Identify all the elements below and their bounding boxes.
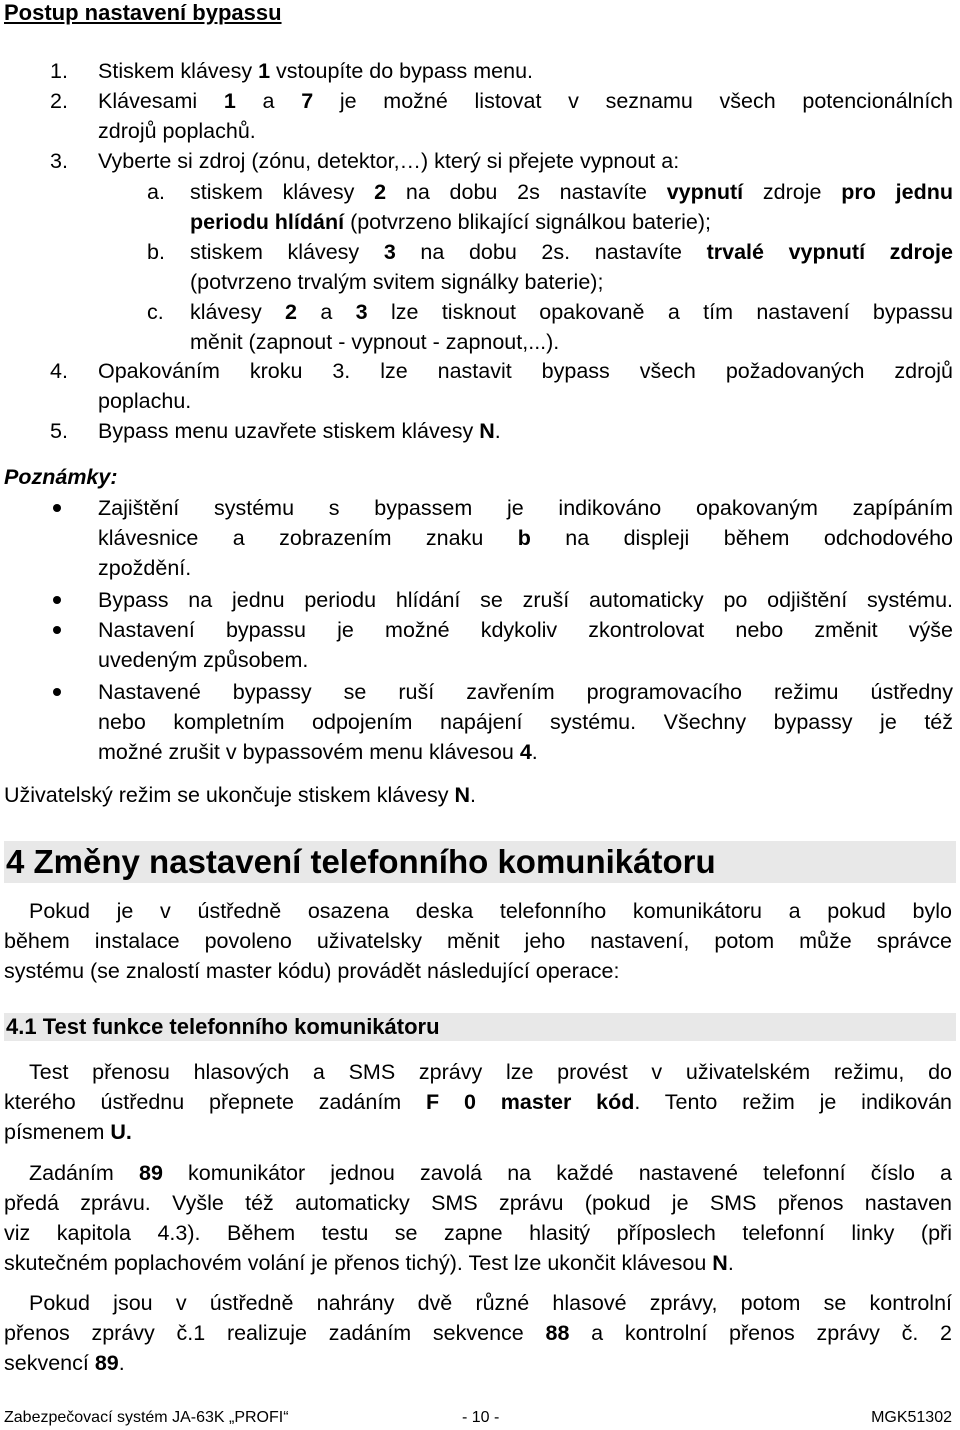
footer-product: Zabezpečovací systém JA-63K „PROFI“	[4, 1409, 289, 1426]
text-run: komunikátor jednou zavolá na každé nastavené telefonní číslo a	[162, 1161, 952, 1185]
subsection-heading: 4.1 Test funkce telefonního komunikátoru	[6, 1014, 440, 1039]
text-run: .	[118, 1351, 125, 1375]
text-run: Bypass na jednu periodu hlídání se zruší automaticky po odjištění systému.	[98, 588, 953, 612]
text-run: Pokud jsou v ústředně nahrány dvě různé hlasové zprávy, potom se kontrolní	[29, 1291, 952, 1315]
step-number: 4.	[50, 359, 68, 383]
paragraph-line	[4, 926, 952, 956]
text-run: stiskem klávesy	[190, 180, 375, 204]
substep-letter: a.	[147, 180, 165, 204]
text-run: a	[297, 300, 356, 324]
text-run: Bypass menu uzavřete stiskem klávesy	[98, 419, 480, 443]
text-run: Test přenosu hlasových a SMS zprávy lze provést v uživatelském režimu, do	[29, 1060, 952, 1084]
bold-text: 88	[545, 1321, 570, 1345]
bullet-icon	[53, 626, 61, 634]
bullet-icon	[53, 596, 61, 604]
note-line	[98, 553, 191, 583]
text-run: Nastavení bypassu je možné kdykoliv zkontrolovat nebo změnit výše	[98, 618, 953, 642]
text-run: je možné listovat v seznamu všech potencionálních	[313, 89, 953, 113]
text-run: .	[727, 1251, 734, 1275]
step-line	[98, 116, 256, 146]
paragraph-line	[4, 1218, 952, 1248]
text-run: kterého ústřednu přepnete zadáním	[4, 1090, 427, 1114]
text-run: měnit (zapnout - vypnout - zapnout,...).	[190, 330, 560, 354]
substep-line	[190, 297, 953, 327]
text-run: systému (se znalostí master kódu) provádět následující operace:	[4, 959, 620, 983]
text-run: stiskem klávesy	[190, 240, 384, 264]
text-run: . Tento režim je indikován	[634, 1090, 953, 1114]
bold-text: 3	[355, 300, 368, 324]
step-number: 1.	[50, 59, 68, 83]
text-run: během instalace povoleno uživatelsky měnit jeho nastavení, potom může správce	[4, 929, 952, 953]
bold-text: pro jednu	[841, 180, 954, 204]
section-heading: 4 Změny nastavení telefonního komunikátoru	[6, 843, 716, 880]
text-run: klávesnice a zobrazením znaku	[98, 526, 518, 550]
footer-page-number: - 10 -	[462, 1409, 500, 1426]
note-line	[98, 737, 538, 767]
paragraph-line	[29, 1288, 952, 1318]
bold-text: vypnutí	[666, 180, 744, 204]
bold-text: N	[479, 419, 495, 443]
note-line	[98, 707, 953, 737]
substep-line	[190, 177, 953, 207]
text-run: Klávesami	[98, 89, 224, 113]
paragraph-line	[4, 956, 619, 986]
bold-text: 2	[374, 180, 387, 204]
text-run: .	[494, 419, 501, 443]
bold-text: F 0 master kód	[426, 1090, 635, 1114]
text-run: (potvrzeno trvalým svitem signálky baterie);	[190, 270, 604, 294]
text-run: .	[531, 740, 538, 764]
text-run: zdrojů poplachů.	[98, 119, 256, 143]
text-run: .	[469, 783, 476, 807]
bullet-icon	[53, 504, 61, 512]
text-run: Uživatelský režim se ukončuje stiskem klávesy	[4, 783, 455, 807]
note-line	[98, 615, 953, 645]
text-run: Pokud je v ústředně osazena deska telefonního komunikátoru a pokud bylo	[29, 899, 952, 923]
text-run: na dobu 2s nastavíte	[386, 180, 667, 204]
text-run: možné zrušit v bypassovém menu klávesou	[98, 740, 520, 764]
text-run: uvedeným způsobem.	[98, 648, 309, 672]
bold-text: 4	[519, 740, 532, 764]
step-line	[98, 356, 953, 386]
step-line	[98, 146, 679, 176]
paragraph-line	[4, 1248, 734, 1278]
bold-text: 1	[223, 89, 236, 113]
paragraph-line	[4, 1087, 952, 1117]
bold-text: 3	[383, 240, 396, 264]
bold-text: b	[517, 526, 531, 550]
step-line	[98, 386, 191, 416]
text-run: a kontrolní přenos zprávy č. 2	[569, 1321, 952, 1345]
substep-line	[190, 207, 711, 237]
bold-text: trvalé vypnutí zdroje	[706, 240, 953, 264]
text-run: nebo kompletním odpojením napájení systému. Všechny bypassy je též	[98, 710, 953, 734]
bold-text: 7	[301, 89, 314, 113]
step-number: 5.	[50, 419, 68, 443]
bold-text: periodu hlídání	[190, 210, 345, 234]
bold-text: N	[712, 1251, 728, 1275]
bullet-icon	[53, 688, 61, 696]
text-run: vstoupíte do bypass menu.	[270, 59, 534, 83]
note-line	[98, 677, 953, 707]
bold-text: 2	[285, 300, 298, 324]
text-run: zdroje	[743, 180, 842, 204]
text-run: Vyberte si zdroj (zónu, detektor,…) který si přejete vypnout a:	[98, 149, 680, 173]
bold-text: 89	[138, 1161, 163, 1185]
paragraph-line	[4, 1188, 952, 1218]
text-run: Zadáním	[29, 1161, 139, 1185]
paragraph-line	[4, 1117, 132, 1147]
text-run: klávesy	[190, 300, 286, 324]
step-line	[98, 416, 501, 446]
text-run: poplachu.	[98, 389, 192, 413]
text-run: sekvencí	[4, 1351, 95, 1375]
bold-text: N	[454, 783, 470, 807]
substep-letter: c.	[147, 300, 164, 324]
substep-letter: b.	[147, 240, 165, 264]
text-run: Zajištění systému s bypassem je indikováno opakovaným zapípáním	[98, 496, 953, 520]
text-run: lze tisknout opakovaně a tím nastavení bypassu	[367, 300, 953, 324]
text-run: (potvrzeno blikající signálkou baterie);	[344, 210, 711, 234]
paragraph-line	[29, 1158, 952, 1188]
bold-text: 1	[258, 59, 271, 83]
note-line	[98, 493, 953, 523]
text-run: Nastavené bypassy se ruší zavřením programovacího režimu ústředny	[98, 680, 953, 704]
text-run: předá zprávu. Vyšle též automaticky SMS zprávu (pokud je SMS přenos nastaven	[4, 1191, 952, 1215]
text-run: Stiskem klávesy	[98, 59, 259, 83]
page-title: Postup nastavení bypassu	[4, 0, 282, 25]
note-line	[98, 585, 953, 615]
step-line	[98, 56, 533, 86]
text-run: na displeji během odchodového	[530, 526, 953, 550]
text-run: na dobu 2s. nastavíte	[395, 240, 707, 264]
notes-heading: Poznámky:	[4, 465, 118, 489]
bold-text: U.	[110, 1120, 132, 1144]
bold-text: 89	[94, 1351, 119, 1375]
step-line	[98, 86, 953, 116]
note-line	[98, 645, 308, 675]
paragraph-line	[4, 1318, 952, 1348]
paragraph-line	[29, 896, 952, 926]
paragraph-line	[4, 1348, 125, 1378]
text-run: a	[235, 89, 302, 113]
text-run: písmenem	[4, 1120, 111, 1144]
step-number: 3.	[50, 149, 68, 173]
text-run: viz kapitola 4.3). Během testu se zapne hlasitý příposlech telefonní linky (při	[4, 1221, 952, 1245]
substep-line	[190, 237, 953, 267]
text-run: skutečném poplachovém volání je přenos tichý). Test lze ukončit klávesou	[4, 1251, 713, 1275]
text-run: přenos zprávy č.1 realizuje zadáním sekvence	[4, 1321, 546, 1345]
note-line	[98, 523, 953, 553]
footer-doc-code: MGK51302	[871, 1409, 952, 1426]
substep-line	[190, 267, 603, 297]
text-run: Opakováním kroku 3. lze nastavit bypass všech požadovaných zdrojů	[98, 359, 953, 383]
text-run: zpoždění.	[98, 556, 192, 580]
paragraph-line	[29, 1057, 952, 1087]
user-mode-line	[4, 780, 476, 810]
step-number: 2.	[50, 89, 68, 113]
substep-line	[190, 327, 559, 357]
